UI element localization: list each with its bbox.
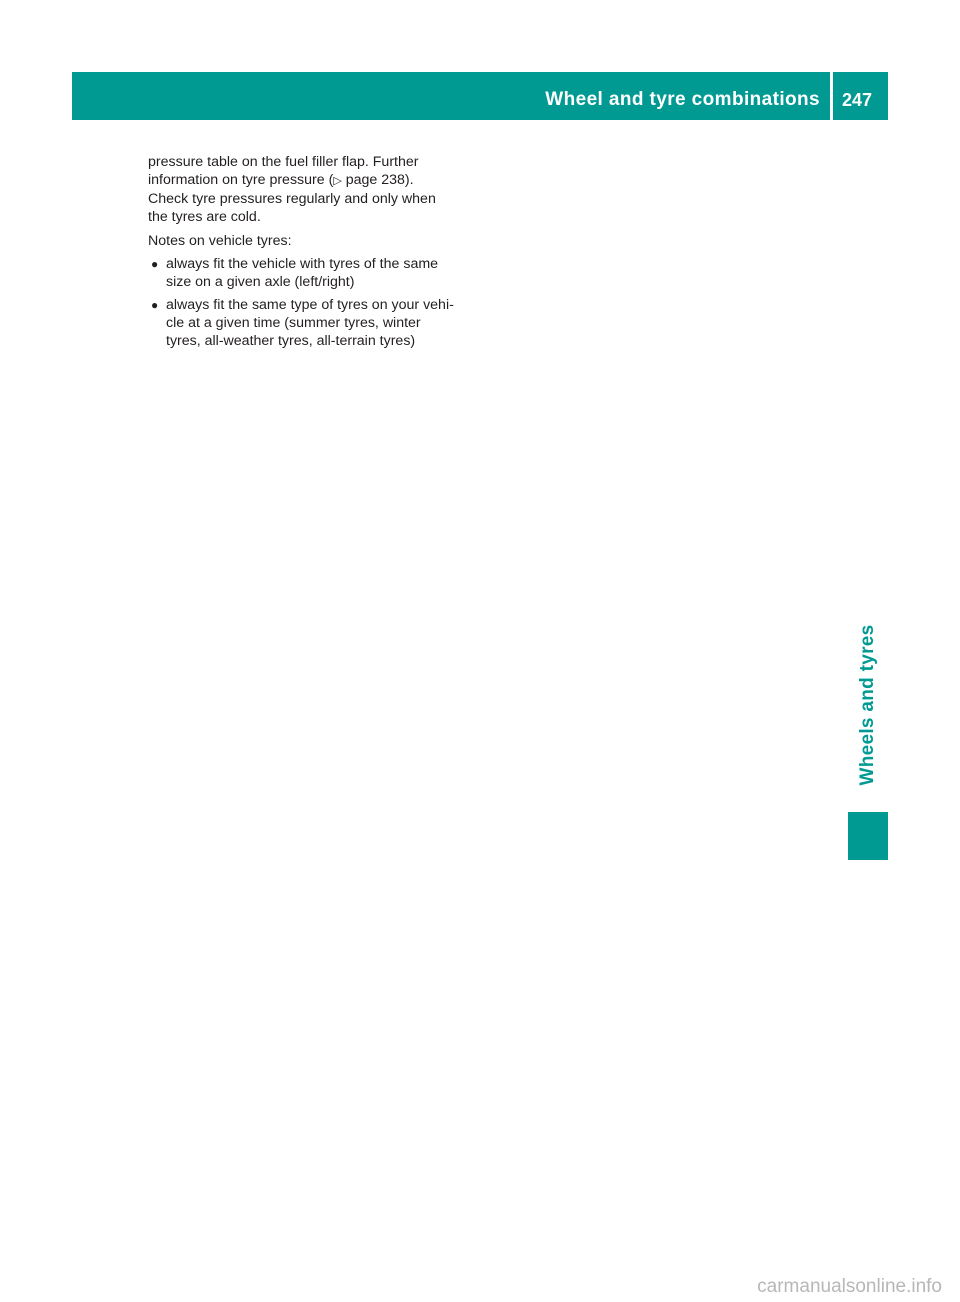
- page-number: 247: [842, 90, 873, 110]
- header-divider: [830, 72, 833, 120]
- watermark: carmanualsonline.info: [757, 1276, 942, 1297]
- chapter-marker: [848, 812, 888, 860]
- bullet-icon: ●: [151, 298, 159, 312]
- list-item: ● always fit the vehicle with tyres of the same size on a given axle (left/right): [151, 256, 439, 290]
- bullet-list: [148, 255, 493, 350]
- chapter-label: Wheels and tyres: [857, 624, 878, 786]
- section-title: Wheel and tyre combinations: [545, 89, 820, 110]
- triangle-right-icon: ▷: [333, 175, 342, 187]
- list-item: ● always fit the same type of tyres on your vehi- cle at a given time (summer tyres, winter tyres, all-weather tyres, all-terrain tyres): [151, 297, 454, 349]
- body-text: [148, 153, 493, 355]
- page-reference-link[interactable]: page 238).: [341, 172, 414, 188]
- paragraph-tyre-pressure: pressure table on the fuel filler flap. Further information on tyre pressure (▷ page 238). Check tyre pressures regularly and only when the tyres are cold.: [148, 154, 436, 225]
- side-chapter-tab: [848, 600, 888, 810]
- notes-heading: Notes on vehicle tyres:: [148, 233, 292, 249]
- header-bar: [72, 72, 888, 120]
- bullet-icon: ●: [151, 257, 159, 271]
